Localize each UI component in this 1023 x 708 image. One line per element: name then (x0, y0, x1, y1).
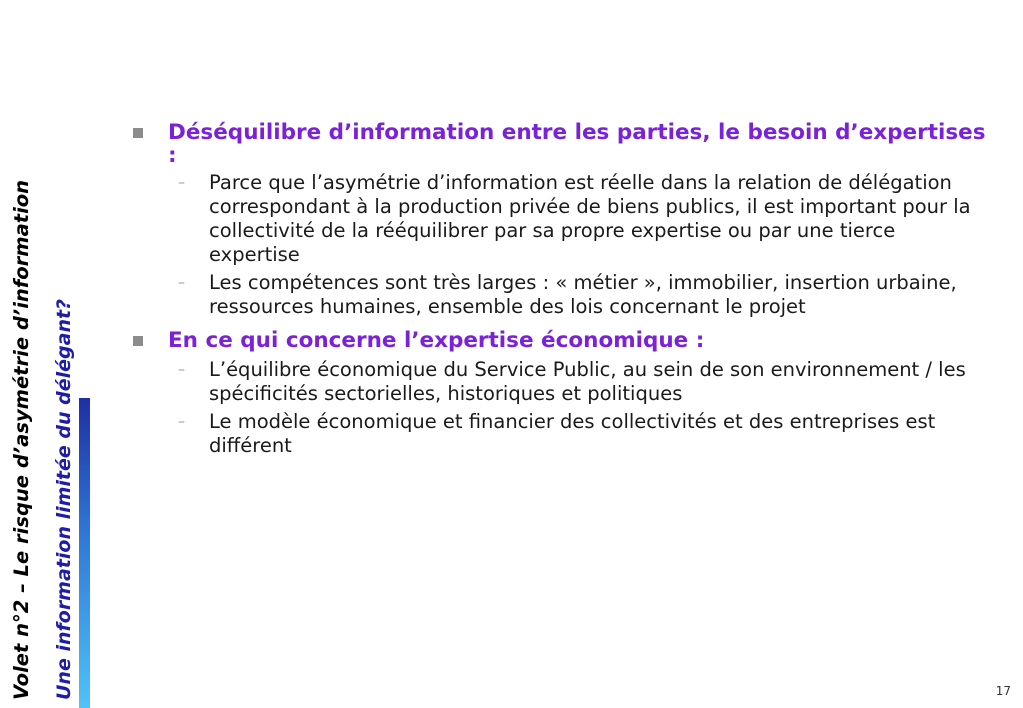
slide-content (130, 121, 990, 458)
sub-bullet-item (130, 410, 990, 458)
sub-bullet-text: Les compétences sont très larges : « métier », immobilier, insertion urbaine, ressources humaines, ensemble des lois concernant le projet (209, 271, 957, 318)
section-subtitle: Une information limitée du délégant? (53, 298, 75, 700)
page-number: 17 (995, 684, 1011, 698)
bullet-item (130, 121, 990, 167)
bullet-text: Déséquilibre d’information entre les parties, le besoin d’expertises : (168, 120, 986, 168)
dash-bullet-icon: – (178, 175, 185, 191)
square-bullet-icon (133, 336, 143, 346)
sub-bullet-text: L’équilibre économique du Service Public, au sein de son environnement / les spécificités sectorielles, historiques et politiques (209, 358, 966, 405)
bullet-text: En ce qui concerne l’expertise économique : (168, 328, 705, 353)
sub-bullet-item (130, 358, 990, 406)
sub-bullet-text: Le modèle économique et financier des collectivités et des entreprises est différent (209, 410, 936, 457)
dash-bullet-icon: – (178, 414, 185, 430)
section-title: Volet n°2 – Le risque d’asymétrie d’information (10, 179, 33, 700)
dash-bullet-icon: – (178, 362, 185, 378)
sub-bullet-item (130, 171, 990, 267)
square-bullet-icon (133, 128, 143, 138)
sub-bullet-text: Parce que l’asymétrie d’information est réelle dans la relation de délégation correspondant à la production privée de biens publics, il est important pour la collectivité de la rééquilibrer par sa propre expertise ou par une tierce expertise (209, 171, 971, 266)
dash-bullet-icon: – (178, 275, 185, 291)
bullet-item (130, 329, 990, 352)
decorative-gradient-bar (79, 398, 90, 708)
sub-bullet-item (130, 271, 990, 319)
